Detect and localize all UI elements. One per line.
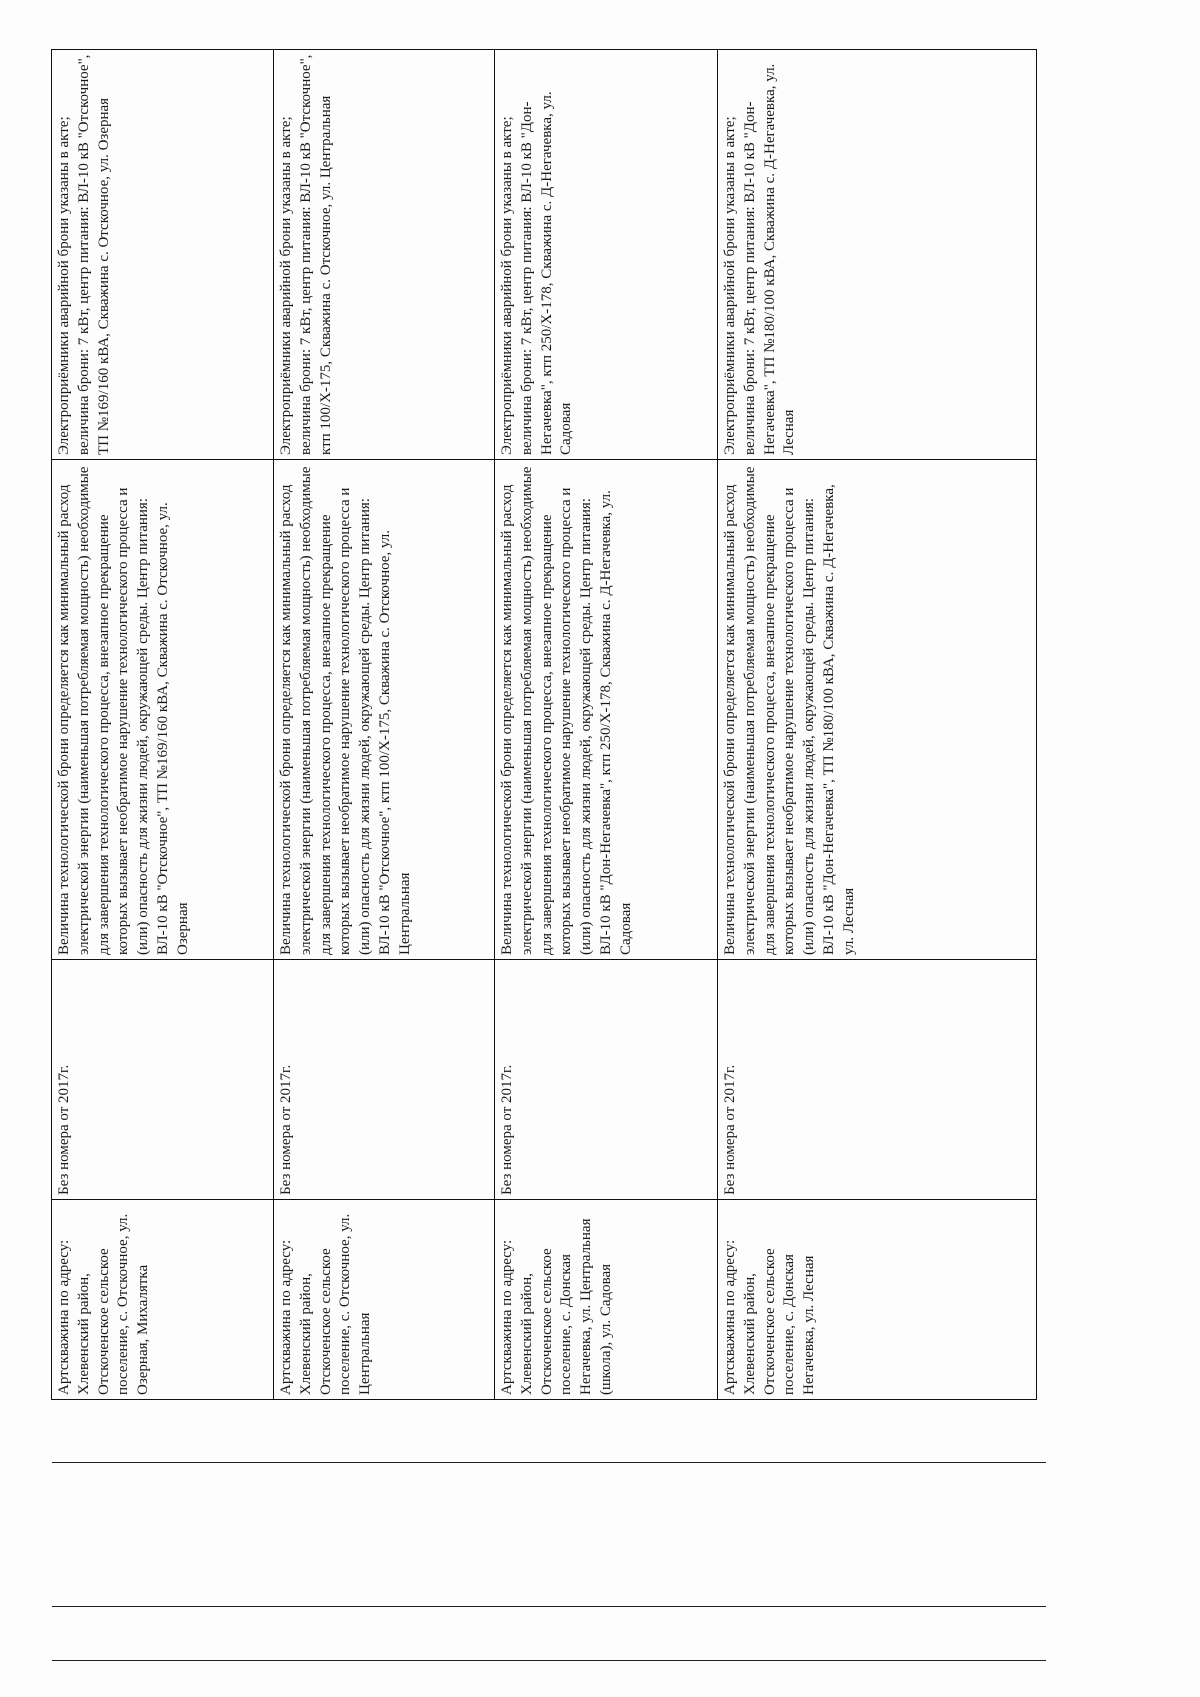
cell-emergency-reserve: Электроприёмники аварийной брони указаны в акте; величина брони: 7 кВт, центр питания: ВЛ-10 кВ "Отскочное", ТП №169/160 кВА, Скважина с. Отскочное, ул. Озерная: [52, 50, 274, 460]
cell-document: Без номера от 2017г.: [274, 960, 495, 1200]
cell-emergency-reserve: Электроприёмники аварийной брони указаны в акте; величина брони: 7 кВт, центр питания: ВЛ-10 кВ "Отскочное", ктп 100/Х-175, Скважина с. Отскочное, ул. Центральная: [274, 50, 495, 460]
cell-document: Без номера от 2017г.: [52, 960, 274, 1200]
cell-object: Артскважина по адресу: Хлевенский район, Отскоченское сельское поселение, с. Донская Негачевка, ул. Лесная: [718, 1200, 1037, 1400]
reservation-table: [51, 49, 1037, 1400]
cell-tech-reserve: Величина технологической брони определяется как минимальный расход электрической энергии (наименьшая потребляемая мощность) необходимые для завершения технологического процесса, внезапное прекращение которых вызывает необратимое нарушение технологического процесса и (или) опасность для жизни людей, окружающей среды. Центр питания: ВЛ-10 кВ "Дон-Негачевка", ТП №180/100 кВА, Скважина с. Д-Негачевка, ул. Лесная: [718, 460, 1037, 960]
cell-document: Без номера от 2017г.: [495, 960, 718, 1200]
cell-object: Артскважина по адресу: Хлевенский район, Отскоченское сельское поселение, с. Отскочное, ул. Центральная: [274, 1200, 495, 1400]
rotated-table-wrapper: [51, 50, 1037, 1400]
table-row: [52, 50, 274, 1400]
rule-line: [52, 1462, 1046, 1463]
table-row: [495, 50, 718, 1400]
cell-tech-reserve: Величина технологической брони определяется как минимальный расход электрической энергии (наименьшая потребляемая мощность) необходимые для завершения технологического процесса, внезапное прекращение которых вызывает необратимое нарушение технологического процесса и (или) опасность для жизни людей, окружающей среды. Центр питания: ВЛ-10 кВ "Отскочное", ктп 100/Х-175, Скважина с. Отскочное, ул. Центральная: [274, 460, 495, 960]
cell-document: Без номера от 2017г.: [718, 960, 1037, 1200]
cell-emergency-reserve: Электроприёмники аварийной брони указаны в акте; величина брони: 7 кВт, центр питания: ВЛ-10 кВ "Дон-Негачевка", ТП №180/100 кВА, Скважина с. Д-Негачевка, ул. Лесная: [718, 50, 1037, 460]
cell-emergency-reserve: Электроприёмники аварийной брони указаны в акте; величина брони: 7 кВт, центр питания: ВЛ-10 кВ "Дон-Негачевка", ктп 250/Х-178, Скважина с. Д-Негачевка, ул. Садовая: [495, 50, 718, 460]
cell-tech-reserve: Величина технологической брони определяется как минимальный расход электрической энергии (наименьшая потребляемая мощность) необходимые для завершения технологического процесса, внезапное прекращение которых вызывает необратимое нарушение технологического процесса и (или) опасность для жизни людей, окружающей среды. Центр питания: ВЛ-10 кВ "Отскочное", ТП №169/160 кВА, Скважина с. Отскочное, ул. Озерная: [52, 460, 274, 960]
table-row: [274, 50, 495, 1400]
cell-tech-reserve: Величина технологической брони определяется как минимальный расход электрической энергии (наименьшая потребляемая мощность) необходимые для завершения технологического процесса, внезапное прекращение которых вызывает необратимое нарушение технологического процесса и (или) опасность для жизни людей, окружающей среды. Центр питания: ВЛ-10 кВ "Дон-Негачевка", ктп 250/Х-178, Скважина с. Д-Негачевка, ул. Садовая: [495, 460, 718, 960]
rule-line: [52, 1606, 1046, 1607]
cell-object: Артскважина по адресу: Хлевенский район, Отскоченское сельское поселение, с. Донская Негачевка, ул. Центральная (школа), ул. Садовая: [495, 1200, 718, 1400]
cell-object: Артскважина по адресу: Хлевенский район, Отскоченское сельское поселение, с. Отскочное, ул. Озерная, Михалятка: [52, 1200, 274, 1400]
rule-line: [52, 1660, 1046, 1661]
table-row: [718, 50, 1037, 1400]
